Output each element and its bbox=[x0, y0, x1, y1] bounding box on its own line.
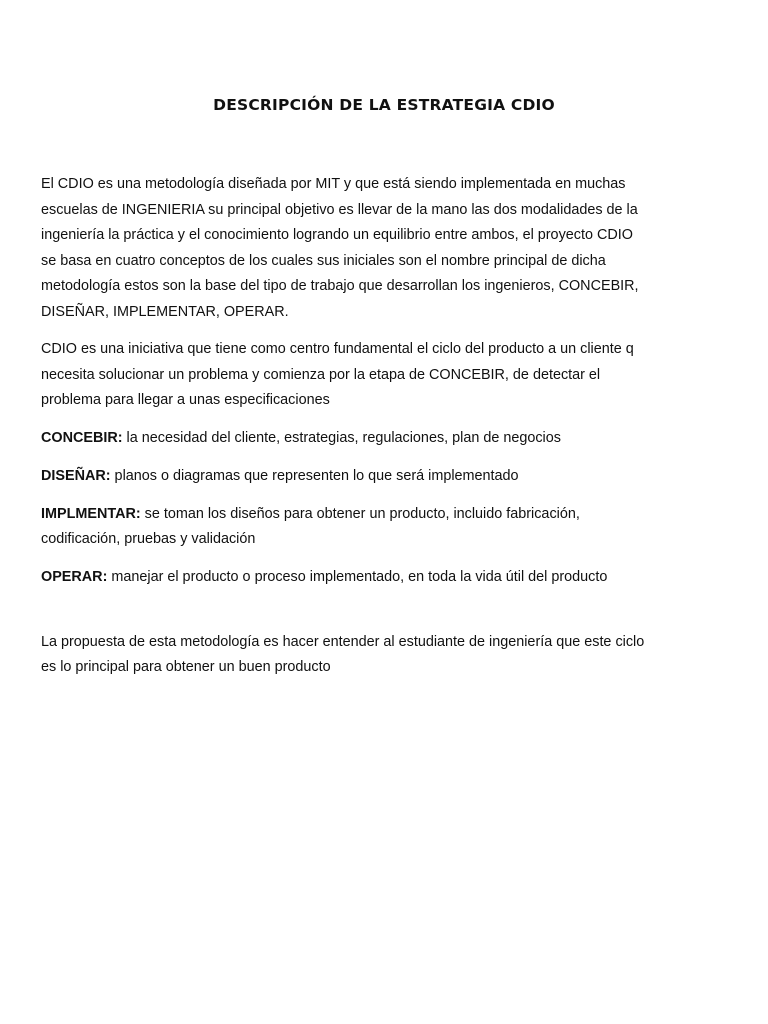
definition-text-continued: codificación, pruebas y validación bbox=[41, 531, 256, 547]
document-title: DESCRIPCIÓN DE LA ESTRATEGIA CDIO bbox=[213, 96, 555, 114]
closing-line: La propuesta de esta metodología es hacer entender al estudiante de ingeniería que este ciclo bbox=[41, 633, 645, 650]
intro-line: se basa en cuatro conceptos de los cuales sus iniciales son el nombre principal de dicha bbox=[41, 252, 606, 269]
definition-term: CONCEBIR: bbox=[41, 429, 123, 446]
intro-line: metodología estos son la base del tipo de trabajo que desarrollan los ingenieros, CONCEBIR, bbox=[41, 278, 639, 294]
document-body bbox=[41, 172, 731, 693]
closing-paragraph bbox=[41, 630, 731, 681]
definition-concebir bbox=[41, 426, 731, 452]
definition-term: DISEÑAR: bbox=[41, 467, 111, 484]
second-line: CDIO es una iniciativa que tiene como centro fundamental el ciclo del producto a un cliente q bbox=[41, 341, 634, 357]
intro-paragraph bbox=[41, 172, 731, 325]
definition-disenar bbox=[41, 464, 731, 490]
intro-line: DISEÑAR, IMPLEMENTAR, OPERAR. bbox=[41, 303, 289, 320]
definition-text: se toman los diseños para obtener un producto, incluido fabricación, bbox=[140, 505, 580, 522]
intro-line: El CDIO es una metodología diseñada por MIT y que está siendo implementada en muchas bbox=[41, 176, 626, 192]
second-line: necesita solucionar un problema y comienza por la etapa de CONCEBIR, de detectar el bbox=[41, 366, 601, 383]
definition-text: planos o diagramas que representen lo que será implementado bbox=[110, 467, 519, 484]
definition-term: IMPLMENTAR: bbox=[41, 505, 141, 522]
definition-operar bbox=[41, 565, 731, 591]
definition-term: OPERAR: bbox=[41, 569, 108, 585]
definition-text: manejar el producto o proceso implementado, en toda la vida útil del producto bbox=[107, 569, 608, 585]
definition-text: la necesidad del cliente, estrategias, regulaciones, plan de negocios bbox=[122, 429, 561, 446]
second-line: problema para llegar a unas especificaciones bbox=[41, 392, 330, 408]
intro-line: ingeniería la práctica y el conocimiento logrando un equilibrio entre ambos, el proyecto CDIO bbox=[41, 227, 633, 243]
second-paragraph bbox=[41, 337, 731, 414]
definition-implementar bbox=[41, 502, 731, 553]
closing-line: es lo principal para obtener un buen producto bbox=[41, 659, 331, 675]
intro-line: escuelas de INGENIERIA su principal objetivo es llevar de la mano las dos modalidades de la bbox=[41, 201, 638, 218]
